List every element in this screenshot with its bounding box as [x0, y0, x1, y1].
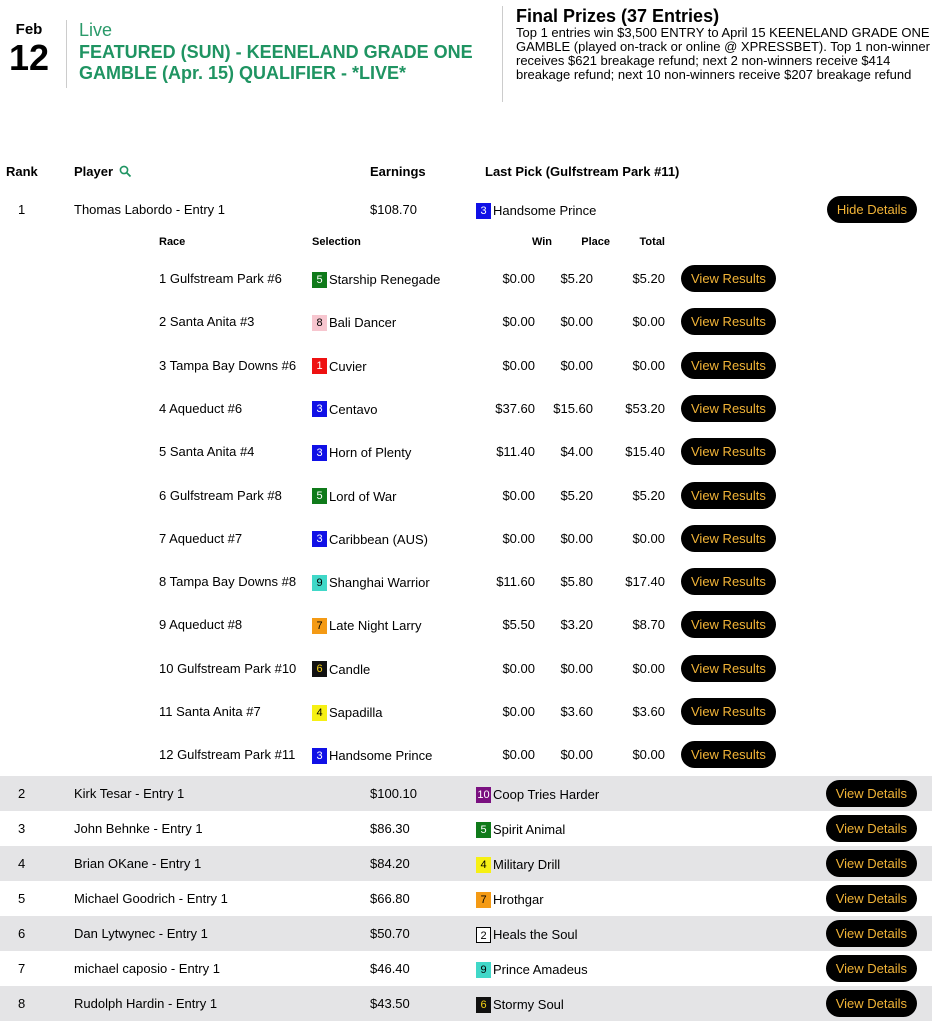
place-cell: $0.00	[560, 314, 593, 330]
pick-horse-name: Hrothgar	[493, 892, 544, 908]
rank-cell: 5	[18, 891, 26, 906]
win-cell: $0.00	[502, 314, 535, 330]
view-details-button[interactable]: View Details	[826, 815, 917, 842]
place-cell: $5.20	[560, 271, 593, 286]
race-cell: 3 Tampa Bay Downs #6	[159, 357, 297, 373]
last-pick-cell	[476, 986, 564, 1022]
selection-cell	[312, 474, 396, 518]
last-pick-cell	[476, 881, 544, 917]
view-results-button[interactable]: View Results	[681, 741, 776, 768]
saddle-cloth-number: 5	[312, 488, 327, 504]
win-cell: $37.60	[495, 400, 535, 416]
total-cell: $17.40	[625, 574, 665, 590]
leaderboard-row	[0, 776, 932, 811]
selection-horse-name: Bali Dancer	[329, 315, 397, 331]
col-player	[74, 163, 132, 183]
saddle-cloth-number: 2	[476, 927, 491, 943]
race-detail-row	[0, 690, 932, 733]
last-pick-cell	[476, 916, 578, 952]
view-results-button[interactable]: View Results	[681, 655, 776, 682]
detail-col-race: Race	[159, 236, 186, 248]
last-pick-cell	[476, 811, 565, 847]
selection-cell	[312, 300, 396, 344]
race-cell: 9 Aqueduct #8	[159, 617, 243, 633]
total-cell: $8.70	[632, 617, 665, 633]
saddle-cloth-number: 10	[477, 788, 490, 801]
earnings-cell: $43.50	[370, 996, 410, 1011]
total-cell: $0.00	[632, 530, 665, 546]
player-cell: Kirk Tesar - Entry 1	[74, 786, 185, 801]
date-day: 12	[8, 37, 50, 78]
prizes-panel	[502, 6, 932, 102]
pick-horse-name: Military Drill	[493, 857, 561, 873]
col-earnings: Earnings	[370, 164, 426, 179]
selection-horse-name: Caribbean (AUS)	[329, 531, 428, 547]
col-rank: Rank	[6, 164, 38, 179]
race-cell: 6 Gulfstream Park #8	[159, 487, 282, 503]
saddle-cloth-number: 3	[476, 203, 491, 219]
detail-col-win: Win	[531, 236, 552, 248]
event-info	[66, 20, 499, 88]
view-details-button[interactable]: View Details	[826, 885, 917, 912]
race-cell: 8 Tampa Bay Downs #8	[159, 574, 297, 590]
race-cell: 1 Gulfstream Park #6	[159, 271, 282, 286]
pick-horse-name: Heals the Soul	[493, 927, 578, 943]
view-results-button[interactable]: View Results	[681, 438, 776, 465]
selection-horse-name: Cuvier	[329, 358, 367, 374]
earnings-cell: $100.10	[370, 786, 417, 801]
view-results-button[interactable]: View Results	[681, 482, 776, 509]
saddle-cloth-number: 4	[476, 857, 491, 873]
place-cell: $5.80	[560, 574, 593, 590]
saddle-cloth-number: 8	[312, 315, 327, 331]
hide-details-button[interactable]: Hide Details	[827, 196, 917, 223]
saddle-cloth-number: 9	[476, 962, 491, 978]
rank-cell: 2	[18, 786, 26, 801]
rank-cell: 4	[18, 856, 26, 871]
race-detail-row	[0, 647, 932, 690]
win-cell: $0.00	[502, 487, 535, 503]
view-details-button[interactable]: View Details	[826, 780, 917, 807]
event-date	[6, 22, 52, 77]
win-cell: $11.40	[496, 444, 535, 460]
saddle-cloth-number: 6	[476, 997, 491, 1013]
saddle-cloth-number: 4	[312, 705, 327, 721]
selection-horse-name: Starship Renegade	[329, 272, 441, 288]
view-details-button[interactable]: View Details	[826, 955, 917, 982]
selection-cell	[312, 603, 422, 647]
win-cell: $0.00	[502, 271, 535, 286]
view-details-button[interactable]: View Details	[826, 850, 917, 877]
race-detail-row	[0, 257, 932, 300]
event-title: FEATURED (SUN) - KEENELAND GRADE ONE GAMBLE (Apr. 15) QUALIFIER - *LIVE*	[79, 42, 473, 83]
detail-col-place: Place	[581, 236, 610, 248]
saddle-cloth-number: 1	[312, 358, 327, 374]
earnings-cell: $108.70	[370, 202, 417, 217]
race-detail-row	[0, 560, 932, 603]
pick-horse-name: Stormy Soul	[493, 997, 564, 1013]
selection-horse-name: Shanghai Warrior	[329, 575, 430, 591]
selection-cell	[312, 387, 377, 431]
view-details-button[interactable]: View Details	[826, 920, 917, 947]
event-status: Live	[79, 20, 113, 40]
race-detail-row	[0, 517, 932, 560]
selection-cell	[312, 517, 428, 561]
leaderboard-row	[0, 881, 932, 916]
view-results-button[interactable]: View Results	[681, 568, 776, 595]
rank-cell: 6	[18, 926, 26, 941]
col-player-label: Player	[74, 164, 114, 179]
selection-horse-name: Horn of Plenty	[329, 445, 412, 461]
view-results-button[interactable]: View Results	[681, 698, 776, 725]
win-cell: $0.00	[502, 530, 535, 546]
total-cell: $3.60	[632, 704, 665, 719]
total-cell: $0.00	[632, 357, 665, 373]
selection-cell	[312, 257, 440, 301]
saddle-cloth-number: 6	[312, 661, 327, 677]
saddle-cloth-number: 5	[312, 272, 327, 288]
total-cell: $53.20	[625, 400, 665, 416]
total-cell: $0.00	[632, 314, 665, 330]
earnings-cell: $66.80	[370, 891, 410, 906]
selection-cell	[312, 560, 430, 604]
saddle-cloth-number: 3	[312, 748, 327, 764]
last-pick-cell	[476, 846, 560, 882]
player-cell: Dan Lytwynec - Entry 1	[74, 926, 208, 941]
selection-cell	[312, 344, 367, 388]
leaderboard-row	[0, 192, 932, 227]
player-cell: Thomas Labordo - Entry 1	[74, 202, 226, 217]
race-cell: 7 Aqueduct #7	[159, 530, 243, 546]
prizes-heading: Final Prizes (37 Entries)	[516, 6, 720, 26]
player-cell: Michael Goodrich - Entry 1	[74, 891, 228, 906]
place-cell: $0.00	[560, 357, 593, 373]
win-cell: $0.00	[502, 747, 535, 763]
pick-horse-name: Coop Tries Harder	[493, 787, 600, 803]
saddle-cloth-number: 7	[312, 618, 327, 634]
col-last-pick: Last Pick (Gulfstream Park #11)	[485, 164, 680, 179]
saddle-cloth-number: 3	[312, 401, 327, 417]
place-cell: $15.60	[553, 400, 593, 416]
race-detail-row	[0, 387, 932, 430]
leaderboard-row	[0, 846, 932, 881]
earnings-cell: $50.70	[370, 926, 410, 941]
player-cell: Brian OKane - Entry 1	[74, 856, 202, 871]
selection-cell	[312, 733, 432, 777]
view-results-button[interactable]: View Results	[681, 265, 776, 292]
selection-horse-name: Candle	[329, 661, 371, 677]
earnings-cell: $86.30	[370, 821, 410, 836]
total-cell: $0.00	[632, 660, 665, 676]
saddle-cloth-number: 3	[312, 531, 327, 547]
earnings-cell: $46.40	[370, 961, 410, 976]
selection-cell	[312, 430, 411, 474]
rank-cell: 8	[18, 996, 26, 1011]
detail-col-selection: Selection	[312, 236, 361, 248]
leaderboard-row	[0, 916, 932, 951]
selection-cell	[312, 690, 383, 734]
player-cell: michael caposio - Entry 1	[74, 961, 220, 976]
rank-cell: 7	[18, 961, 26, 976]
leaderboard-row	[0, 811, 932, 846]
leaderboard-row	[0, 986, 932, 1021]
pick-horse-name: Spirit Animal	[493, 822, 566, 838]
race-cell: 10 Gulfstream Park #10	[159, 660, 297, 676]
selection-horse-name: Handsome Prince	[329, 748, 433, 764]
selection-horse-name: Centavo	[329, 401, 378, 417]
win-cell: $0.00	[502, 704, 535, 719]
detail-col-total: Total	[639, 236, 665, 248]
total-cell: $5.20	[632, 487, 665, 503]
view-results-button[interactable]: View Results	[681, 308, 776, 335]
saddle-cloth-number: 9	[312, 575, 327, 591]
leaderboard-row	[0, 951, 932, 986]
race-cell: 12 Gulfstream Park #11	[159, 747, 296, 763]
player-cell: Rudolph Hardin - Entry 1	[74, 996, 218, 1011]
race-cell: 2 Santa Anita #3	[159, 314, 255, 330]
win-cell: $5.50	[502, 617, 535, 633]
pick-horse-name: Prince Amadeus	[493, 962, 588, 978]
selection-horse-name: Late Night Larry	[329, 618, 422, 634]
saddle-cloth-number: 3	[312, 445, 327, 461]
rank-cell: 1	[18, 202, 26, 217]
earnings-cell: $84.20	[370, 856, 410, 871]
total-cell: $0.00	[632, 747, 665, 763]
saddle-cloth-number: 7	[476, 892, 491, 908]
view-results-button[interactable]: View Results	[681, 352, 776, 379]
player-cell: John Behnke - Entry 1	[74, 821, 203, 836]
race-cell: 5 Santa Anita #4	[159, 444, 255, 460]
total-cell: $15.40	[625, 444, 665, 460]
place-cell: $0.00	[560, 530, 593, 546]
place-cell: $0.00	[560, 747, 593, 763]
view-results-button[interactable]: View Results	[681, 525, 776, 552]
last-pick-cell	[476, 776, 599, 812]
win-cell: $11.60	[496, 574, 535, 590]
race-cell: 11 Santa Anita #7	[159, 704, 261, 719]
selection-horse-name: Lord of War	[329, 488, 397, 504]
place-cell: $3.20	[560, 617, 593, 633]
prizes-text: Top 1 entries win $3,500 ENTRY to April 15 KEENELAND GRADE ONE GAMBLE (played on-track or online @ XPRESSBET). Top 1 non-winner receives $621 breakage refund; next 2 non-winners receive $414 breakage refund; next 10 non-winners receive $207 breakage refund	[516, 25, 930, 82]
view-results-button[interactable]: View Results	[681, 395, 776, 422]
selection-cell	[312, 647, 370, 691]
race-cell: 4 Aqueduct #6	[159, 400, 243, 416]
last-pick-cell	[476, 951, 588, 987]
place-cell: $5.20	[560, 487, 593, 503]
total-cell: $5.20	[632, 271, 665, 286]
race-detail-row	[0, 300, 932, 343]
race-detail-row	[0, 733, 932, 776]
place-cell: $3.60	[560, 704, 593, 719]
place-cell: $0.00	[560, 660, 593, 676]
pick-horse-name: Handsome Prince	[493, 203, 597, 219]
selection-horse-name: Sapadilla	[329, 705, 383, 721]
rank-cell: 3	[18, 821, 26, 836]
search-icon[interactable]	[119, 165, 132, 183]
last-pick-cell	[476, 192, 596, 228]
race-detail-row	[0, 430, 932, 473]
win-cell: $0.00	[502, 660, 535, 676]
race-detail-row	[0, 474, 932, 517]
view-details-button[interactable]: View Details	[826, 990, 917, 1017]
race-detail-row	[0, 344, 932, 387]
view-results-button[interactable]: View Results	[681, 611, 776, 638]
win-cell: $0.00	[502, 357, 535, 373]
race-detail-row	[0, 603, 932, 646]
date-month: Feb	[15, 21, 43, 38]
saddle-cloth-number: 5	[476, 822, 491, 838]
place-cell: $4.00	[560, 444, 593, 460]
